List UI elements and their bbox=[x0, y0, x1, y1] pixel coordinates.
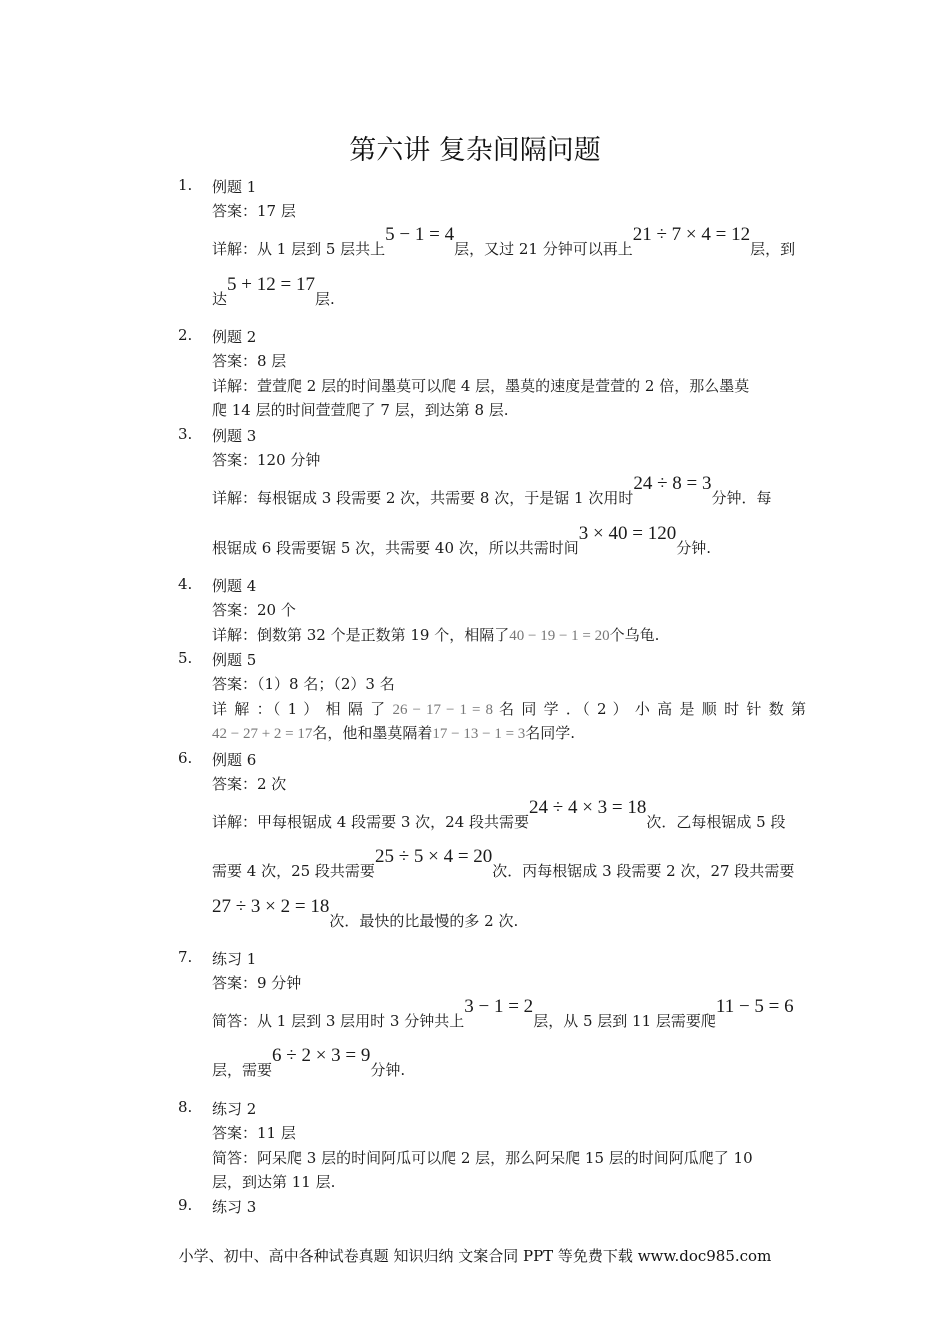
item-heading: 例题 6 bbox=[212, 751, 257, 769]
text-run: 详解：倒数第 32 个是正数第 19 个，相隔了 bbox=[212, 626, 510, 644]
item-number: 2. bbox=[178, 326, 193, 344]
item-number: 9. bbox=[178, 1196, 193, 1214]
item-explanation-line bbox=[212, 1045, 406, 1081]
item-explanation-line: 爬 14 层的时间萱萱爬了 7 层，到达第 8 层. bbox=[212, 401, 509, 419]
math-expression: 25 ÷ 5 × 4 = 20 bbox=[374, 846, 493, 867]
text-run: 详解：每根锯成 3 段需要 2 次，共需要 8 次，于是锯 1 次用时 bbox=[212, 489, 634, 507]
item-answer: 答案：（1）8 名；（2）3 名 bbox=[212, 675, 395, 693]
item-heading: 例题 5 bbox=[212, 651, 257, 669]
item-explanation-line bbox=[212, 274, 335, 310]
text-run: 次．乙每根锯成 5 段 bbox=[646, 813, 786, 831]
math-expression: 5 − 1 = 4 bbox=[385, 224, 455, 245]
text-run: 根锯成 6 段需要锯 5 次，共需要 40 次，所以共需时间 bbox=[212, 539, 579, 557]
item-answer: 答案：8 层 bbox=[212, 352, 287, 370]
math-expression: 24 ÷ 4 × 3 = 18 bbox=[529, 797, 647, 818]
item-explanation-line: 详解：萱萱爬 2 层的时间墨莫可以爬 4 层，墨莫的速度是萱萱的 2 倍，那么墨莫 bbox=[212, 377, 750, 395]
math-expression: 26 − 17 − 1 = 8 bbox=[392, 702, 493, 718]
item-explanation-line: 层，到达第 11 层. bbox=[212, 1173, 336, 1191]
text-run: 名同学. bbox=[525, 724, 576, 742]
item-heading: 例题 2 bbox=[212, 328, 257, 346]
text-run: 分钟. bbox=[676, 539, 712, 557]
item-number: 7. bbox=[178, 948, 193, 966]
item-heading: 例题 3 bbox=[212, 427, 257, 445]
math-expression: 6 ÷ 2 × 3 = 9 bbox=[272, 1045, 371, 1066]
item-explanation-line bbox=[212, 224, 796, 260]
text-run: 层. bbox=[314, 290, 335, 308]
page-title: 第六讲 复杂间隔问题 bbox=[349, 135, 601, 166]
math-expression: 27 ÷ 3 × 2 = 18 bbox=[212, 896, 330, 917]
item-number: 3. bbox=[178, 425, 193, 443]
item-explanation-line bbox=[212, 523, 712, 559]
item-explanation-line bbox=[212, 473, 772, 509]
item-answer: 答案：11 层 bbox=[212, 1124, 296, 1142]
item-answer: 答案：17 层 bbox=[212, 202, 296, 220]
text-run: 次．最快的比最慢的多 2 次. bbox=[329, 912, 519, 930]
item-answer: 答案：20 个 bbox=[212, 601, 296, 619]
math-expression: 24 ÷ 8 = 3 bbox=[633, 473, 712, 494]
item-heading: 练习 3 bbox=[212, 1198, 257, 1216]
text-run: 详解：从 1 层到 5 层共上 bbox=[212, 240, 386, 258]
item-explanation-line bbox=[212, 698, 806, 721]
math-expression: 11 − 5 = 6 bbox=[715, 996, 794, 1017]
text-run: 达 bbox=[212, 290, 228, 308]
text-run: 层，到 bbox=[750, 240, 796, 258]
text-run: 详解：甲每根锯成 4 段需要 3 次，24 段共需要 bbox=[212, 813, 530, 831]
text-run: 次．丙每根锯成 3 段需要 2 次，27 段共需要 bbox=[492, 862, 795, 880]
math-expression: 17 − 13 − 1 = 3 bbox=[432, 726, 526, 742]
math-expression: 40 − 19 − 1 = 20 bbox=[509, 628, 610, 644]
text-run: 详 解 ：（ 1 ） 相 隔 了 bbox=[212, 700, 387, 718]
item-answer: 答案：9 分钟 bbox=[212, 974, 302, 992]
item-heading: 例题 1 bbox=[212, 178, 257, 196]
text-run: 层，又过 21 分钟可以再上 bbox=[454, 240, 633, 258]
item-explanation-line bbox=[212, 846, 795, 882]
text-run: 需要 4 次，25 段共需要 bbox=[212, 862, 375, 880]
text-run: 分钟. bbox=[370, 1061, 406, 1079]
text-run: 名 同 学 ．（ 2 ） 小 高 是 顺 时 针 数 第 bbox=[499, 700, 806, 718]
text-run: 个乌龟. bbox=[609, 626, 660, 644]
text-run: 名，他和墨莫隔着 bbox=[312, 724, 433, 742]
text-run: 层，需要 bbox=[212, 1061, 273, 1079]
item-explanation-line bbox=[212, 797, 786, 833]
item-number: 8. bbox=[178, 1098, 193, 1116]
item-number: 4. bbox=[178, 575, 193, 593]
item-answer: 答案：120 分钟 bbox=[212, 451, 321, 469]
item-explanation-line bbox=[212, 624, 659, 647]
math-expression: 5 + 12 = 17 bbox=[227, 274, 315, 295]
math-expression: 42 − 27 + 2 = 17 bbox=[212, 726, 313, 742]
item-explanation-line bbox=[212, 722, 575, 745]
page-footer: 小学、初中、高中各种试卷真题 知识归纳 文案合同 PPT 等免费下载 www.doc985.com bbox=[178, 1247, 772, 1265]
item-heading: 练习 1 bbox=[212, 950, 257, 968]
text-run: 层，从 5 层到 11 层需要爬 bbox=[533, 1012, 716, 1030]
math-expression: 3 × 40 = 120 bbox=[578, 523, 677, 544]
item-number: 1. bbox=[178, 176, 193, 194]
math-expression: 3 − 1 = 2 bbox=[464, 996, 534, 1017]
item-heading: 练习 2 bbox=[212, 1100, 257, 1118]
item-explanation-line: 简答：阿呆爬 3 层的时间阿瓜可以爬 2 层，那么阿呆爬 15 层的时间阿瓜爬了 10 bbox=[212, 1149, 753, 1167]
item-number: 5. bbox=[178, 649, 193, 667]
item-heading: 例题 4 bbox=[212, 577, 257, 595]
text-run: 简答：从 1 层到 3 层用时 3 分钟共上 bbox=[212, 1012, 465, 1030]
text-run: 分钟．每 bbox=[711, 489, 772, 507]
item-number: 6. bbox=[178, 749, 193, 767]
item-explanation-line bbox=[212, 996, 794, 1032]
item-explanation-line bbox=[212, 896, 519, 932]
math-expression: 21 ÷ 7 × 4 = 12 bbox=[632, 224, 751, 245]
item-answer: 答案：2 次 bbox=[212, 775, 287, 793]
